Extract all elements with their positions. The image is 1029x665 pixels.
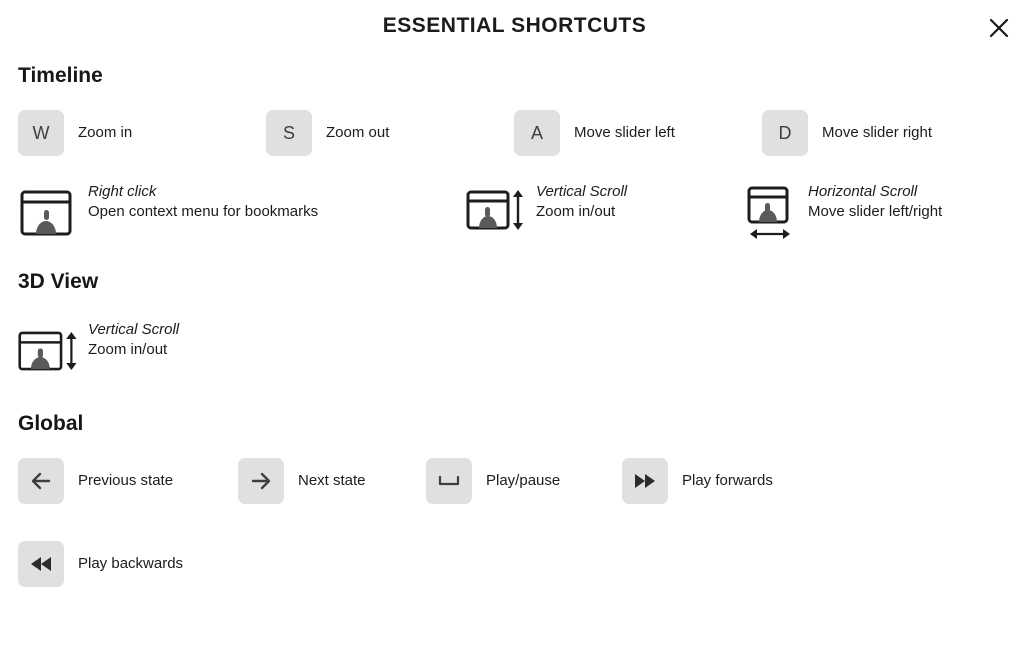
dialog-header <box>0 0 1029 56</box>
shortcut-label-group <box>88 320 179 361</box>
shortcut-label: Move slider left <box>574 123 675 141</box>
section-title-timeline: Timeline <box>18 64 103 87</box>
shortcut-label: Play/pause <box>486 471 561 489</box>
rewind-icon[interactable] <box>18 541 64 587</box>
shortcut-label: Next state <box>298 471 366 489</box>
shortcut-label-group <box>536 182 627 223</box>
shortcut-zoom-in[interactable] <box>18 110 266 156</box>
shortcut-play-pause[interactable] <box>426 458 622 504</box>
mouse-vertical-scroll-icon <box>18 320 80 382</box>
fast-forward-icon[interactable] <box>622 458 668 504</box>
arrow-right-icon[interactable] <box>238 458 284 504</box>
key-s[interactable]: S <box>266 110 312 156</box>
shortcut-play-forwards[interactable] <box>622 458 773 504</box>
section-timeline <box>0 64 1029 244</box>
mouse-horizontal-scroll-icon <box>744 182 800 244</box>
shortcut-row <box>0 110 1029 156</box>
shortcut-action: Vertical Scroll <box>88 321 180 338</box>
shortcut-label: Play forwards <box>682 471 773 489</box>
section-title-3d-view: 3D View <box>18 270 99 293</box>
shortcut-label: Play backwards <box>78 554 184 572</box>
shortcut-previous-state[interactable] <box>18 458 238 504</box>
shortcut-play-backwards[interactable] <box>18 541 183 587</box>
shortcut-horizontal-scroll[interactable] <box>744 182 942 244</box>
shortcut-vertical-scroll[interactable] <box>466 182 744 238</box>
shortcut-right-click[interactable] <box>18 182 466 238</box>
shortcut-label: Move slider right <box>822 123 933 141</box>
shortcut-label: Zoom in/out <box>88 341 168 359</box>
shortcut-label: Zoom out <box>326 123 390 141</box>
shortcut-label: Previous state <box>78 471 174 489</box>
shortcut-row <box>0 182 1029 244</box>
spacebar-icon[interactable] <box>426 458 472 504</box>
shortcut-3d-vertical-scroll[interactable] <box>18 320 179 382</box>
close-icon[interactable] <box>983 12 1015 44</box>
shortcut-label-group <box>808 182 942 223</box>
shortcut-label: Move slider left/right <box>808 203 943 221</box>
mouse-right-click-icon <box>18 182 80 238</box>
shortcut-row <box>0 458 1029 504</box>
shortcut-action: Right click <box>88 183 157 200</box>
shortcut-label: Open context menu for bookmarks <box>88 203 319 221</box>
shortcut-row <box>0 320 1029 382</box>
shortcut-next-state[interactable] <box>238 458 426 504</box>
key-w[interactable]: W <box>18 110 64 156</box>
shortcut-label-group <box>88 182 318 223</box>
key-a[interactable]: A <box>514 110 560 156</box>
shortcut-label: Zoom in <box>78 123 133 141</box>
shortcut-label: Zoom in/out <box>536 203 616 221</box>
shortcut-zoom-out[interactable] <box>266 110 514 156</box>
shortcut-action: Horizontal Scroll <box>808 183 918 200</box>
section-global <box>0 412 1029 587</box>
shortcut-row <box>0 541 1029 587</box>
page-title: ESSENTIAL SHORTCUTS <box>382 14 647 37</box>
shortcut-move-slider-right[interactable] <box>762 110 932 156</box>
arrow-left-icon[interactable] <box>18 458 64 504</box>
section-3d-view <box>0 270 1029 382</box>
mouse-vertical-scroll-icon <box>466 182 528 238</box>
key-d[interactable]: D <box>762 110 808 156</box>
shortcut-action: Vertical Scroll <box>536 183 628 200</box>
shortcut-move-slider-left[interactable] <box>514 110 762 156</box>
section-title-global: Global <box>18 412 84 435</box>
